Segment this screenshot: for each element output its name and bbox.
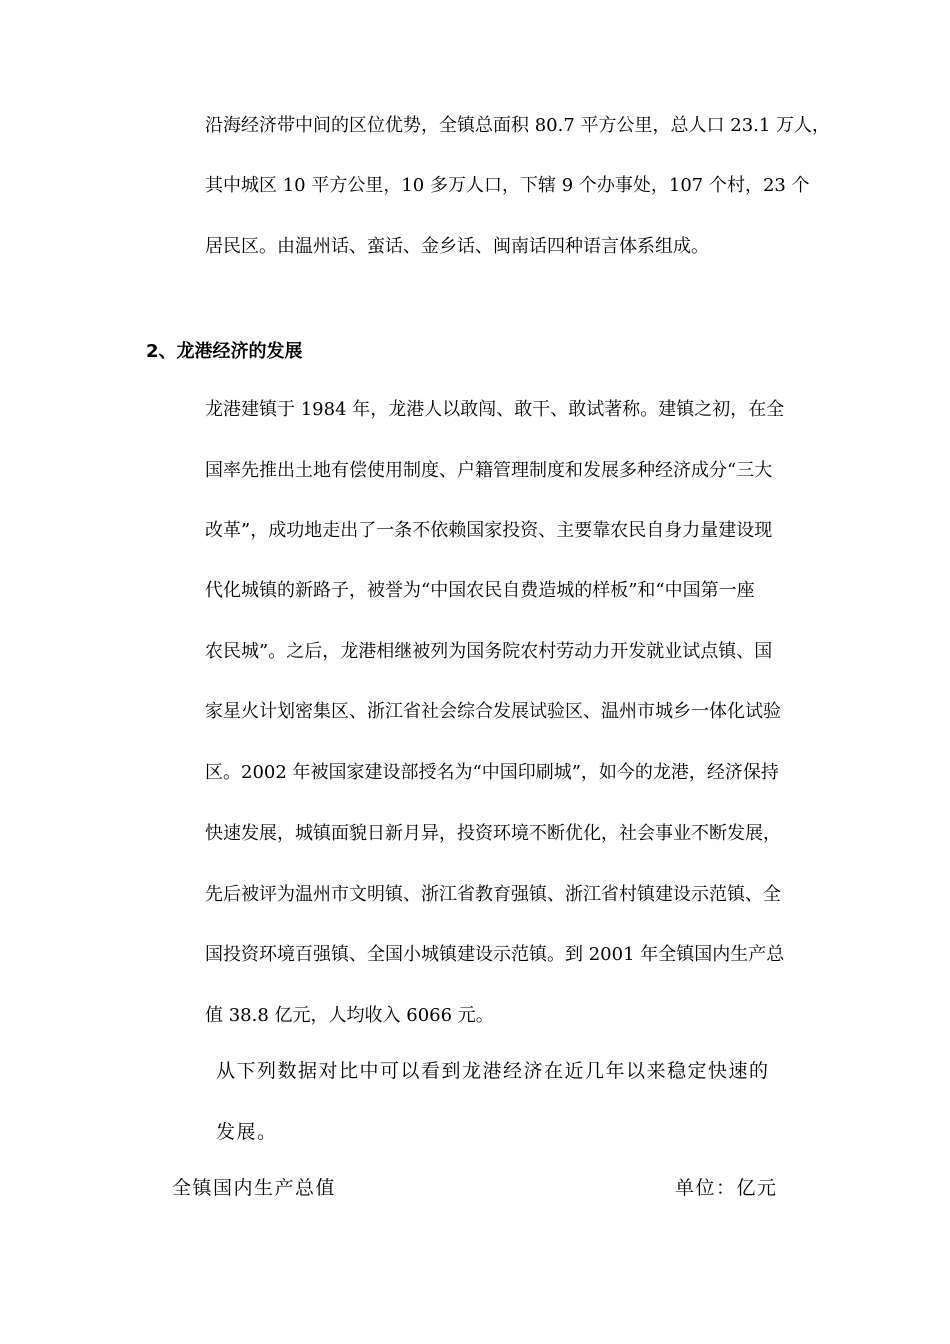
body-line: 改革”，成功地走出了一条不依赖国家投资、主要靠农民自身力量建设现 bbox=[205, 520, 773, 541]
body-line: 国率先推出土地有偿使用制度、户籍管理制度和发展多种经济成分“三大 bbox=[205, 460, 773, 481]
body-line: 代化城镇的新路子，被誉为“中国农民自费造城的样板”和“中国第一座 bbox=[205, 580, 755, 601]
body-line: 家星火计划密集区、浙江省社会综合发展试验区、温州市城乡一体化试验 bbox=[205, 701, 781, 722]
body-line: 先后被评为温州市文明镇、浙江省教育强镇、浙江省村镇建设示范镇、全 bbox=[205, 884, 781, 905]
comparison-line: 从下列数据对比中可以看到龙港经济在近几年以来稳定快速的 bbox=[216, 1060, 770, 1082]
body-line: 农民城”。之后，龙港相继被列为国务院农村劳动力开发就业试点镇、国 bbox=[205, 641, 773, 662]
section-heading: 2、龙港经济的发展 bbox=[146, 341, 303, 362]
table-caption-unit: 单位：亿元 bbox=[675, 1177, 778, 1199]
intro-line: 沿海经济带中间的区位优势，全镇总面积 80.7 平方公里，总人口 23.1 万人， bbox=[205, 115, 831, 136]
body-line: 值 38.8 亿元，人均收入 6066 元。 bbox=[205, 1005, 494, 1026]
body-line: 快速发展，城镇面貌日新月异，投资环境不断优化，社会事业不断发展， bbox=[205, 823, 781, 844]
table-caption-title: 全镇国内生产总值 bbox=[172, 1177, 337, 1199]
intro-line: 其中城区 10 平方公里，10 多万人口，下辖 9 个办事处，107 个村，23 个 bbox=[205, 175, 810, 196]
body-line: 区。2002 年被国家建设部授名为“中国印刷城”，如今的龙港，经济保持 bbox=[205, 762, 779, 783]
body-line: 龙港建镇于 1984 年，龙港人以敢闯、敢干、敢试著称。建镇之初，在全 bbox=[205, 399, 785, 420]
body-line: 国投资环境百强镇、全国小城镇建设示范镇。到 2001 年全镇国内生产总 bbox=[205, 944, 785, 965]
comparison-line: 发展。 bbox=[216, 1121, 278, 1143]
intro-line: 居民区。由温州话、蛮话、金乡话、闽南话四种语言体系组成。 bbox=[205, 236, 709, 257]
